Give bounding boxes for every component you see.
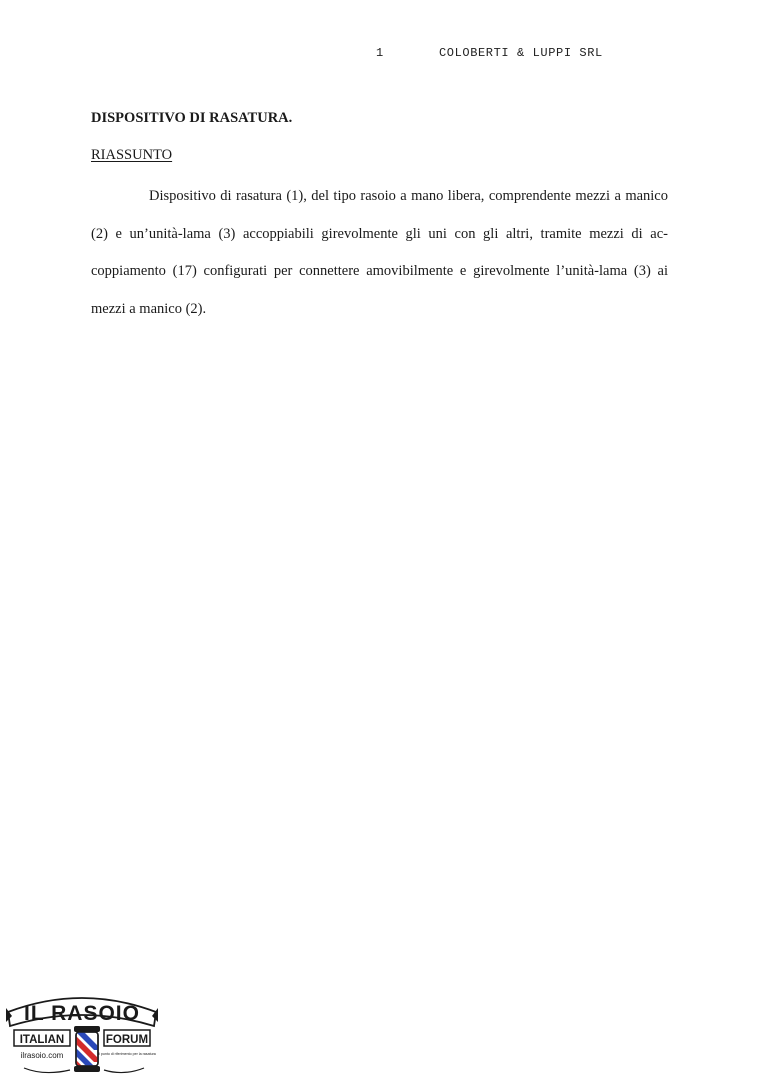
logo-left-label: ITALIAN (19, 1034, 65, 1046)
logo-tagline: il punto di riferimento per la rasatura (98, 1052, 156, 1056)
logo-right-label: FORUM (105, 1034, 149, 1046)
logo-website: ilrasoio.com (20, 1051, 64, 1060)
header-company-name: COLOBERTI & LUPPI SRL (439, 46, 603, 60)
barber-pole-logo-icon (4, 982, 160, 1078)
section-heading-abstract: RIASSUNTO (91, 147, 173, 163)
page-number: 1 (376, 46, 384, 60)
logo-title: IL RASOIO (24, 1002, 140, 1025)
abstract-paragraph: Dispositivo di rasatura (1), del tipo rasoio a mano libera, comprendente mezzi a manico (2) e un’unità-lama (3) accoppiabili girevolmente gli uni con gli altri, tramite mezzi di accoppiamento (17) configurati per connettere amovibilmente e girevolmente l’unità-lama (3) ai mezzi a manico (2). (91, 188, 668, 317)
document-title: DISPOSITIVO DI RASATURA. (91, 110, 293, 126)
